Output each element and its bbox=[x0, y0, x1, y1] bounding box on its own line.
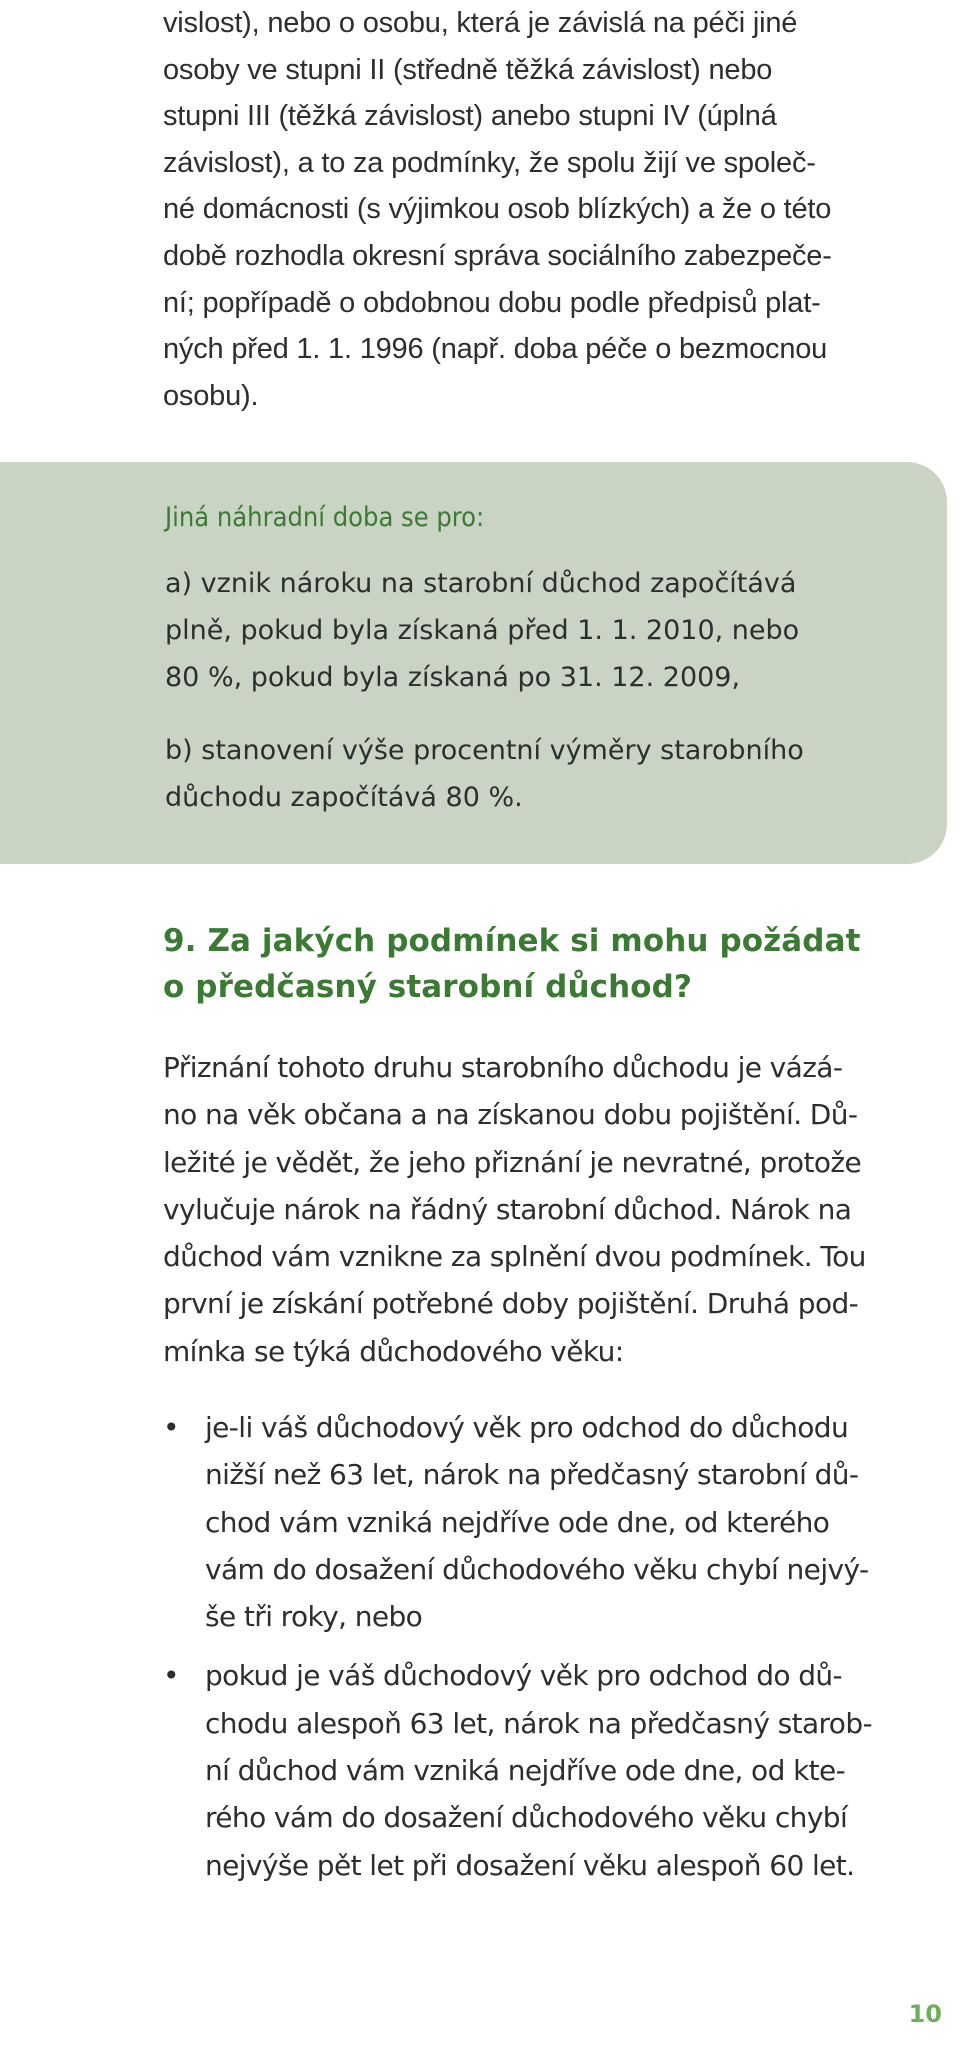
list-item-line: pokud je váš důchodový věk pro odchod do dů- bbox=[205, 1659, 843, 1693]
list-item-line: rého vám do dosažení důchodového věku chybí bbox=[205, 1801, 848, 1835]
bullet-marker: • bbox=[163, 1659, 179, 1693]
list-item-line: chod vám vzniká nejdříve ode dne, od kterého bbox=[205, 1505, 830, 1539]
section-body-line: důchod vám vznikne za splnění dvou podmínek. Tou bbox=[163, 1240, 866, 1274]
info-box-item-b-line: důchodu započítává 80 %. bbox=[165, 782, 523, 813]
info-box-item-b-line: b) stanovení výše procentní výměry starobního bbox=[165, 735, 804, 766]
intro-line: osoby ve stupni II (středně těžká závislost) nebo bbox=[163, 53, 773, 86]
list-item-line: še tři roky, nebo bbox=[205, 1600, 423, 1634]
list-item-line: nejvýše pět let při dosažení věku alespoň 60 let. bbox=[205, 1848, 855, 1882]
page-number: 10 bbox=[908, 2000, 942, 2028]
section-heading-line: o předčasný starobní důchod? bbox=[163, 969, 693, 1005]
info-box-item-b bbox=[165, 727, 925, 821]
info-box-title: Jiná náhradní doba se pro: bbox=[165, 502, 485, 533]
section-body-line: Přiznání tohoto druhu starobního důchodu je vázá- bbox=[163, 1051, 843, 1084]
intro-line: ných před 1. 1. 1996 (např. doba péče o bezmocnou bbox=[163, 333, 828, 366]
bullet-marker: • bbox=[163, 1411, 179, 1444]
bullet-list bbox=[163, 1404, 953, 1901]
list-item-line: nižší než 63 let, nárok na předčasný starobní dů- bbox=[205, 1458, 859, 1492]
section-body bbox=[163, 1044, 953, 1375]
info-box-item-a-line: 80 %, pokud byla získaná po 31. 12. 2009, bbox=[165, 662, 741, 693]
intro-line: vislost), nebo o osobu, která je závislá na péči jiné bbox=[163, 7, 798, 39]
list-item bbox=[163, 1404, 953, 1640]
section-body-line: no na věk občana a na získanou dobu pojištění. Dů- bbox=[163, 1098, 858, 1132]
section-heading-line: 9. Za jakých podmínek si mohu požádat bbox=[163, 923, 861, 959]
intro-text bbox=[163, 0, 953, 419]
list-item bbox=[163, 1652, 953, 1888]
intro-line: ní; popřípadě o obdobnou dobu podle předpisů plat- bbox=[163, 286, 821, 319]
section-body-line: ležité je vědět, že jeho přiznání je nevratné, protože bbox=[163, 1145, 862, 1179]
list-item-line: ní důchod vám vzniká nejdříve ode dne, od kte- bbox=[205, 1754, 846, 1788]
list-item-line: je-li váš důchodový věk pro odchod do důchodu bbox=[205, 1411, 849, 1444]
list-item-line: vám do dosažení důchodového věku chybí nejvý- bbox=[205, 1552, 869, 1586]
intro-line: době rozhodla okresní správa sociálního zabezpeče- bbox=[163, 239, 832, 272]
info-box-item-a bbox=[165, 560, 925, 701]
intro-paragraph bbox=[163, 0, 953, 419]
list-item-line: chodu alespoň 63 let, nárok na předčasný starob- bbox=[205, 1706, 873, 1740]
info-box-item-a-line: plně, pokud byla získaná před 1. 1. 2010, nebo bbox=[165, 615, 800, 646]
intro-line: stupni III (těžká závislost) anebo stupni IV (úplná bbox=[163, 100, 777, 133]
intro-line: né domácnosti (s výjimkou osob blízkých) a že o této bbox=[163, 193, 832, 226]
intro-line: závislost), a to za podmínky, že spolu žijí ve společ- bbox=[163, 146, 816, 179]
section-body-line: první je získání potřebné doby pojištění. Druhá pod- bbox=[163, 1287, 859, 1321]
info-box-item-a-line: a) vznik nároku na starobní důchod započítává bbox=[165, 568, 797, 599]
intro-line: osobu). bbox=[163, 379, 259, 412]
section-body-line: vylučuje nárok na řádný starobní důchod. Nárok na bbox=[163, 1192, 852, 1226]
section-heading bbox=[163, 918, 953, 1010]
section-body-line: mínka se týká důchodového věku: bbox=[163, 1334, 624, 1368]
